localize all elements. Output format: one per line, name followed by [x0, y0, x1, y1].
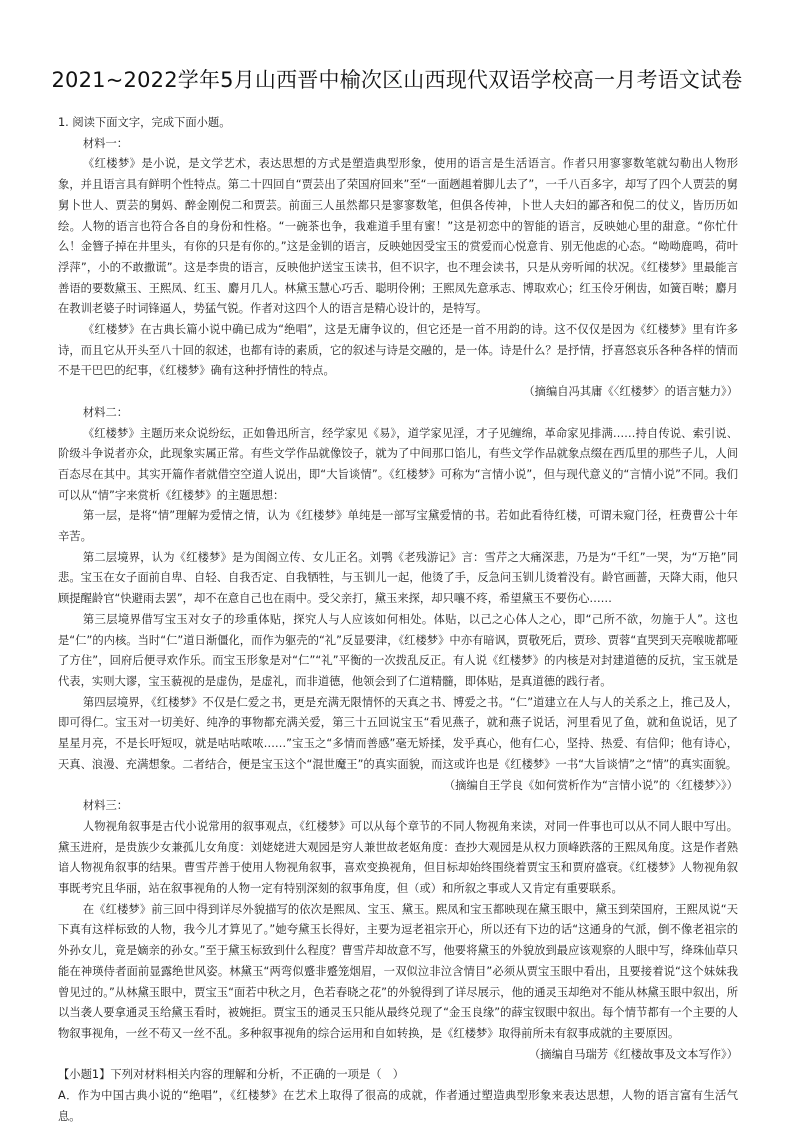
- material2-paragraph: 第三层境界借写宝玉对女子的珍重体贴，探究人与人应该如何相处。体贴，以己之心体人之心，即“己所不欲，勿施于人”。这也是“仁”的内核。当时“仁”道日渐僵化，而作为躯壳的“礼”反显要津，《红楼梦》中亦有暗讽，贾敬死后，贾珍、贾蓉“直哭到天亮喉咙都哑了方住”，回府后便寻欢作乐。而宝玉形象是对“仁”“礼”平衡的一次拨乱反正。有人说《红楼梦》的内核是对封建道德的反抗，宝玉就是代表，实则大谬，宝玉藐视的是虚伪，是虚礼，而非道德，他领会到了仁道精髓，即体贴，是真道德的践行者。: [58, 612, 738, 688]
- material2-label: 材料二：: [82, 405, 129, 419]
- question-intro: 1. 阅读下面文字，完成下面小题。: [58, 116, 231, 129]
- material3-paragraph: 人物视角叙事是古代小说常用的叙事观点，《红楼梦》可以从每个章节的不同人物视角来读，对同一件事也可以从不同人眼中写出。黛玉进府，是贵族少女兼孤儿女角度：刘姥姥进大观园是穷人兼世故老妪角度：查抄大观园是从权力顶峰跌落的王熙凤角度。这是作者熟谙人物视角叙事的结果。曹雪芹善于使用人物视角叙事，喜欢变换视角，但目标却始终围绕着贾宝玉和贾府盛衰。《红楼梦》人物视角叙事既考究且华丽，站在叙事视角的人物一定有特别深刻的叙事角度，但（或）和所叙之事或人又肯定有重要联系。: [58, 819, 738, 896]
- material2-paragraph: 第四层境界，《红楼梦》不仅是仁爱之书，更是充满无限情怀的天真之书、博爱之书。“仁”道建立在人与人的关系之上，推己及人，即可得仁。宝玉对一切美好、纯净的事物都充满关爱，第三十五回说宝玉“看见燕子，就和燕子说话，河里看见了鱼，就和鱼说话，见了星星月亮，不是长吁短叹，就是咕咕哝哝……”宝玉之“多情而善感”毫无矫揉，发乎真心，他有仁心，坚持、热爱、有信仰；他有诗心，天真、浪漫、充满想象。二者结合，便是宝玉这个“混世魔王”的真实面貌，而这或许也是《红楼梦》一书“大旨谈情”之“情”的真实面貌。: [58, 695, 738, 771]
- material1-paragraph: 《红楼梦》是小说，是文学艺术，表达思想的方式是塑造典型形象，使用的语言是生活语言。作者只用寥寥数笔就勾勒出人物形象，并且语言具有鲜明个性特点。第二十四回自“贾芸出了荣国府回来”至“一面趔趄着脚儿去了”，一千八百多字，却写了四个人贾芸的舅舅卜世人、贾芸的舅妈、醉金刚倪二和贾芸。前面三人虽然都只是寥寥数笔，但俱各传神，卜世人夫妇的鄙吝和倪二的仗义，皆历历如绘。人物的语言也符合各自的身份和性格。“一碗茶也争，我难道手里有蜜！”这是初恋中的智能的语言，反映她心里的甜意。“你忙什么！金簪子掉在井里头，有你的只是有你的。”这是金钏的语言，反映她因受宝玉的赏爱而心悦意肯、别无他虑的心态。“呦呦鹿鸣，荷叶浮萍”，小的不敢撒谎”。这是李贵的语言，反映他护送宝玉读书，但不识字，也不理会读书，只是从旁听闻的状况。《红楼梦》里最能言善语的要数黛玉、王熙凤、红玉、麝月几人。林黛玉慧心巧舌、聪明伶俐；王熙凤先意承志、博取欢心；红玉伶牙俐齿，如簧百啭；麝月在教训老婆子时词锋逼人，势猛气锐。作者对这四个人的语言是精心设计的，是特写。: [58, 157, 738, 316]
- page-title: 2021~2022学年5月山西晋中榆次区山西现代双语学校高一月考语文试卷: [51, 68, 743, 92]
- material2-paragraph: 第二层境界，认为《红楼梦》是为闺阁立传、女儿正名。刘鹗《老残游记》言：雪芹之大痛深悲，乃是为“千红”一哭，为“万艳”同悲。宝玉在女子面前自卑、自轻、自我否定、自我牺牲，与玉钏儿一起，他烫了手，反急问玉钏儿烫着没有。龄官画蔷，天降大雨，他只顾提醒龄官“快避雨去罢”，却不在意自己也在雨中。受父亲打，黛玉来探，却只嚷不疼，希望黛玉不要伤心……: [58, 550, 738, 606]
- material2-paragraph: 《红楼梦》主题历来众说纷纭，正如鲁迅所言，经学家见《易》，道学家见淫，才子见缠绵，革命家见排满……持自传说、索引说、阶级斗争说者亦众，此现象实属正常。有些文学作品就像饺子，就为了中间那口馅儿，有些文学作品就象点缀在西瓜里的那些子儿，人间百态尽在其中。其实开篇作者就借空空道人说出，即“大旨谈情”。《红楼梦》可称为“言情小说”，但与现代意义的“言情小说”不同。我们可以从“情”字来赏析《红楼梦》的主题思想：: [58, 426, 738, 502]
- material3-source: （摘编自马瑞芳《红楼故事及文本写作》）: [529, 1047, 738, 1061]
- option-a-clipped: [58, 1086, 738, 1123]
- subquestion-1: 【小题1】下列对材料相关内容的理解和分析，不正确的一项是（ ）: [58, 1068, 405, 1082]
- material1-paragraph: 《红楼梦》在古典长篇小说中确已成为“绝唱”，这是无庸争议的，但它还是一首不用韵的诗。这不仅仅是因为《红楼梦》里有许多诗，而且它从开头至八十回的叙述，也都有诗的素质，它的叙述与诗是交融的，是一体。诗是什么？是抒情，抒喜怒哀乐各种各样的情而不是干巴巴的纪事，《红楼梦》确有这种抒情性的特点。: [58, 323, 738, 378]
- material2-source: （摘编自王学良《如何赏析作为“言情小说”的〈红楼梦〉》）: [443, 778, 738, 792]
- material1-source: （摘编自冯其庸《〈红楼梦〉的语言魅力》）: [523, 385, 738, 399]
- material3-paragraph: 在《红楼梦》前三回中得到详尽外貌描写的依次是熙凤、宝玉、黛玉。熙凤和宝玉都映现在黛玉眼中，黛玉到荣国府，王熙凤说“天下真有这样标致的人物，我今儿才算见了。”她夸黛玉长得好，主要为逗老祖宗开心，所以还有下边的话“这通身的气派，倒不像老祖宗的外孙女儿，竟是嫡亲的孙女。”至于黛玉标致到什么程度？曹雪芹却故意不写，他要将黛玉的外貌放到最应该观察的人眼中写，绛珠仙草只能在神瑛侍者面前显露绝世风姿。林黛玉“两弯似蹙非蹙笼烟眉，一双似泣非泣含情目”必须从贾宝玉眼中看出，且要接着说“这个妹妹我曾见过的。”从林黛玉眼中，贾宝玉“面若中秋之月，色若春晓之花”的外貌得到了详尽展示，他的通灵玉却绝对不能从林黛玉眼中叙出，所以当袭人要拿通灵玉给黛玉看时，被婉拒。贾宝玉的通灵玉只能从最终兑现了“金玉良缘”的薛宝钗眼中叙出。每个情节都有一个主要的人物叙事视角，一丝不苟又一丝不乱。多种叙事视角的综合运用和自如转换，是《红楼梦》取得前所未有叙事成就的主要原因。: [58, 902, 738, 1040]
- material2-paragraph: 第一层，是将“情”理解为爱情之情，认为《红楼梦》单纯是一部写宝黛爱情的书。若如此看待红楼，可谓未窥门径，枉费曹公十年辛苦。: [58, 509, 738, 544]
- option-a: A．作为中国古典小说的“绝唱”，《红楼梦》在艺术上取得了很高的成就，作者通过塑造典型形象来表达思想，人物的语言富有生活气息。: [58, 1089, 738, 1123]
- material3-label: 材料三：: [82, 799, 129, 813]
- material1-label: 材料一：: [82, 136, 129, 150]
- exam-content: [58, 113, 738, 1123]
